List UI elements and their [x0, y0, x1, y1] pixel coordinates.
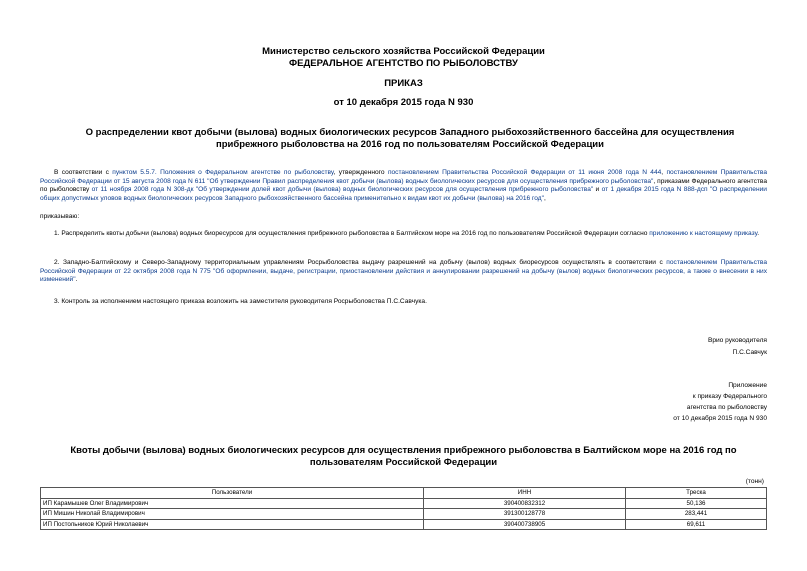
table-header-row — [41, 488, 767, 499]
quota-table — [40, 487, 767, 530]
appendix-line-2: к приказу Федерального — [692, 393, 767, 400]
cell-cod: 69,611 — [626, 519, 767, 530]
item-1 — [40, 230, 767, 239]
unit-label: (тонн) — [745, 478, 764, 485]
ministry-name: Министерство сельского хозяйства Российской Федерации — [262, 46, 545, 57]
agency-name: ФЕДЕРАЛЬНОЕ АГЕНТСТВО ПО РЫБОЛОВСТВУ — [289, 58, 518, 69]
item-2-text: . — [75, 276, 78, 284]
item-3: 3. Контроль за исполнением настоящего приказа возложить на заместителя руководителя Росрыболовства П.С.Савчука. — [54, 298, 427, 305]
preamble-link-order-308[interactable]: от 11 ноября 2008 года N 308-дк "Об утверждении долей квот добычи (вылова) водных биологических ресурсов для осуществления прибрежного рыболовства" — [91, 186, 594, 194]
signature-name: П.С.Савчук — [732, 349, 767, 356]
cell-inn: 390400738905 — [424, 519, 626, 530]
preamble-paragraph — [40, 169, 767, 203]
item-1-text: 1. Распределить квоты добычи (вылова) водных биоресурсов для осуществления прибрежного рыболовства в Балтийском море на 2016 год по пользователям Российской Федерации согласно — [54, 230, 650, 237]
item-2 — [40, 259, 767, 285]
preamble-link-resolution-611[interactable]: постановлением Правительства Российской Федерации от 15 августа 2008 года N 611 "Об утверждении Правил распределения квот добычи (вылова) водных биологических ресурсов для осуществления прибрежного рыболовства" — [40, 169, 767, 185]
appendix-line-3: агентства по рыболовству — [686, 404, 767, 411]
preamble-link-regulation[interactable]: пунктом 5.5.7. Положения о Федеральном агентстве по рыболовству — [112, 169, 334, 176]
preamble-text: и — [593, 186, 602, 194]
appendix-line-4: от 10 декабря 2015 года N 930 — [673, 415, 767, 422]
column-header-inn: ИНН — [424, 488, 626, 499]
preamble-text: , — [543, 194, 546, 202]
column-header-users: Пользователи — [41, 488, 424, 499]
item-2-text: 2. Западно-Балтийскому и Северо-Западному территориальным управлениям Росрыболовства выдачу разрешений на добычу (вылов) водных биоресурсов осуществлять в соответствии с — [54, 259, 667, 266]
table-title: Квоты добычи (вылова) водных биологических ресурсов для осуществления прибрежного рыболовства в Балтийском море на 2016 год по пользователям Российской Федерации — [70, 445, 737, 468]
preamble-link-resolution-444[interactable]: постановлением Правительства Российской Федерации от 11 июня 2008 года N 444 — [387, 169, 662, 176]
cell-inn: 391300128778 — [424, 509, 626, 520]
cell-user: ИП Постольников Юрий Николаевич — [41, 519, 424, 530]
document-date: от 10 декабря 2015 года N 930 — [333, 97, 474, 108]
table-row — [41, 498, 767, 509]
table-row — [41, 519, 767, 530]
preamble-link-order-888[interactable]: от 1 декабря 2015 года N 888-дсп "О распределении общих допустимых уловов водных биологических ресурсов Западного рыбохозяйственного бассейна применительно к видам квот их добычи (вылова) на 2016 год" — [40, 186, 767, 202]
order-word: приказываю: — [40, 213, 80, 220]
document-title: О распределении квот добычи (вылова) водных биологических ресурсов Западного рыбохозяйственного бассейна для осуществления прибрежного рыболовства на 2016 год по пользователям Российской Федерации — [85, 127, 735, 150]
resolution-775-link[interactable]: постановлением Правительства Российской Федерации от 22 октября 2008 года N 775 "Об оформлении, выдаче, регистрации, приостановлении действия и аннулировании разрешений на добычу (вылов) водных биологических ресурсов, а также о внесении в них изменений" — [40, 259, 767, 284]
document-type: ПРИКАЗ — [384, 78, 423, 89]
item-1-text: . — [757, 230, 760, 237]
cell-cod: 50,136 — [626, 498, 767, 509]
column-header-cod: Треска — [626, 488, 767, 499]
table-row — [41, 509, 767, 520]
appendix-line-1: Приложение — [728, 382, 767, 389]
preamble-text: , приказами Федерального агентства по рыболовству — [40, 177, 767, 194]
preamble-text: , утвержденного — [333, 169, 388, 176]
cell-user: ИП Карамышев Олег Владимирович — [41, 498, 424, 509]
preamble-text: В соответствии с — [54, 169, 113, 176]
cell-cod: 283,441 — [626, 509, 767, 520]
appendix-link[interactable]: приложению к настоящему приказу — [649, 230, 758, 237]
preamble-text: , — [661, 169, 667, 176]
cell-inn: 390400832312 — [424, 498, 626, 509]
signature-position: Врио руководителя — [707, 337, 767, 344]
cell-user: ИП Мишин Николай Владимирович — [41, 509, 424, 520]
